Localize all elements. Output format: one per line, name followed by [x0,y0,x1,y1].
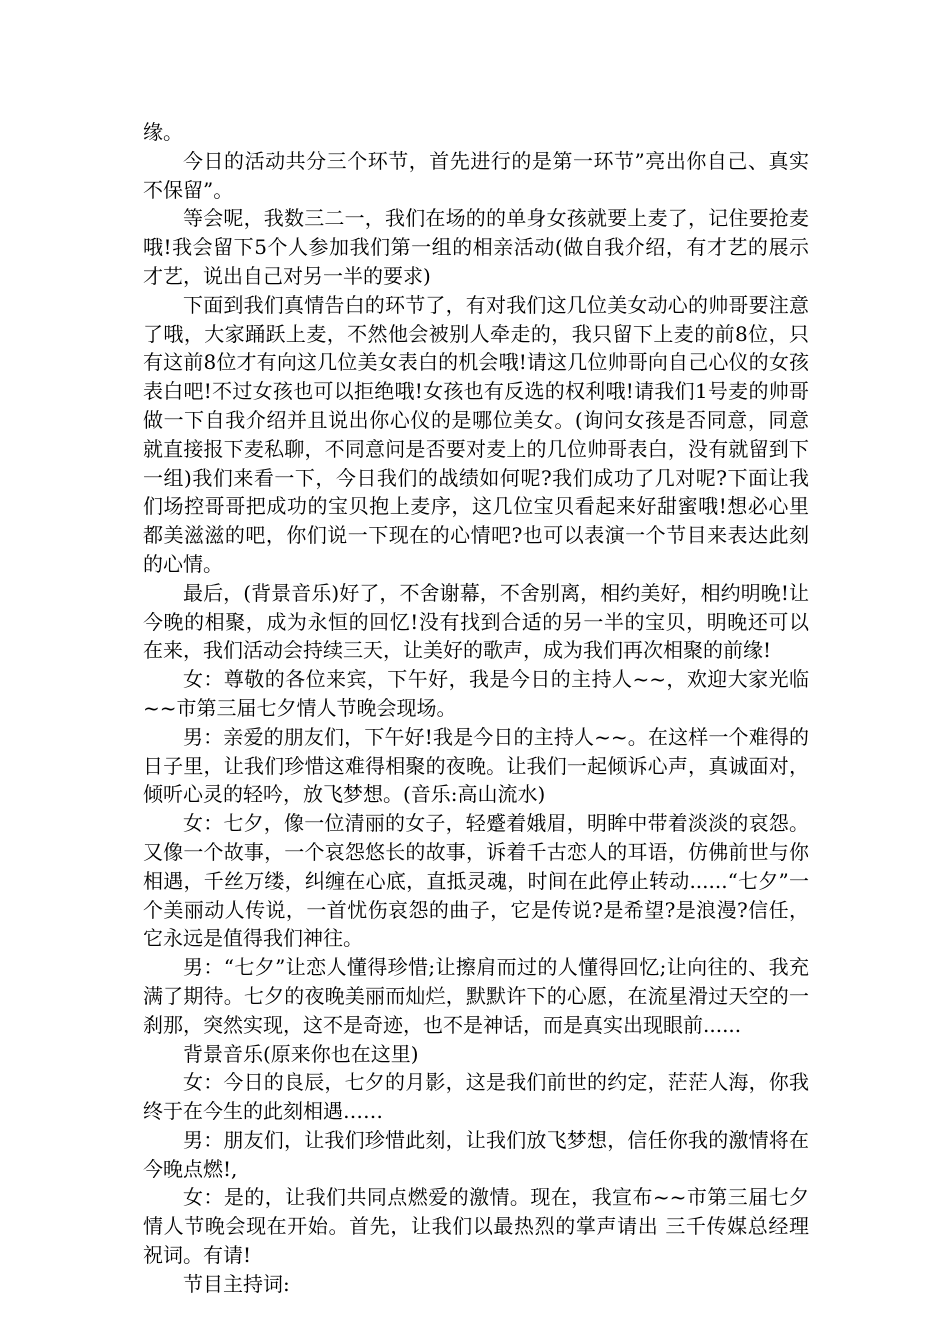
paragraph: 今日的活动共分三个环节，首先进行的是第一环节”亮出你自己、真实不保留”。 [143,148,809,202]
paragraph: 女：今日的良辰，七夕的月影，这是我们前世的约定，茫茫人海，你我终于在今生的此刻相遇…… [143,1070,809,1124]
paragraph: 背景音乐(原来你也在这里) [183,1041,419,1066]
paragraph: 下面到我们真情告白的环节了，有对我们这几位美女动心的帅哥要注意了哦，大家踊跃上麦，不然他会被别人牵走的，我只留下上麦的前8位，只有这前8位才有向这几位美女表白的机会哦!请这几位帅哥向自己心仪的女孩表白吧!不过女孩也可以拒绝哦!女孩也有反选的权利哦!请我们1号麦的帅哥做一下自我介绍并且说出你心仪的是哪位美女。(询问女孩是否同意，同意就直接报下麦私聊，不同意问是否要对麦上的几位帅哥表白，没有就留到下一组)我们来看一下，今日我们的战绩如何呢?我们成功了几对呢?下面让我们场控哥哥把成功的宝贝抱上麦序，这几位宝贝看起来好甜蜜哦!想必心里都美滋滋的吧，你们说一下现在的心情吧?也可以表演一个节目来表达此刻的心情。 [143,292,809,576]
paragraph: 女：是的，让我们共同点燃爱的激情。现在，我宣布~~市第三届七夕情人节晚会现在开始。首先，让我们以最热烈的掌声请出 三千传媒总经理 祝词。有请! [143,1185,809,1268]
paragraph: 男：亲爱的朋友们，下午好!我是今日的主持人~~。在这样一个难得的日子里，让我们珍惜这难得相聚的夜晚。让我们一起倾诉心声，真诚面对，倾听心灵的轻吟，放飞梦想。(音乐:高山流水) [143,724,809,807]
paragraph: 男：朋友们，让我们珍惜此刻，让我们放飞梦想，信任你我的激情将在今晚点燃!, [143,1127,809,1181]
paragraph: 缘。 [143,120,183,144]
paragraph: 女：尊敬的各位来宾，下午好，我是今日的主持人~~，欢迎大家光临~~市第三届七夕情人节晚会现场。 [143,667,809,720]
paragraph: 节目主持词: [183,1271,290,1296]
paragraph: 最后，(背景音乐)好了，不舍谢幕，不舍别离，相约美好，相约明晚!让今晚的相聚，成为永恒的回忆!没有找到合适的另一半的宝贝，明晚还可以在来，我们活动会持续三天，让美好的歌声，成为我们再次相聚的前缘! [143,580,809,663]
paragraph: 女：七夕，像一位清丽的女子，轻蹙着娥眉，明眸中带着淡淡的哀怨。又像一个故事，一个哀怨悠长的故事，诉着千古恋人的耳语，仿佛前世与你相遇，千丝万缕，纠缠在心底，直抵灵魂，时间在此停止转动......“七夕”一个美丽动人传说，一首忧伤哀怨的曲子，它是传说?是希望?是浪漫?信任，它永远是值得我们神往。 [143,811,809,951]
paragraph: 男：“七夕”让恋人懂得珍惜;让擦肩而过的人懂得回忆;让向往的、我充满了期待。七夕的夜晚美丽而灿烂，默默许下的心愿，在流星滑过天空的一刹那，突然实现，这不是奇迹，也不是神话，而是真实出现眼前...... [143,955,809,1037]
paragraph: 等会呢，我数三二一，我们在场的的单身女孩就要上麦了，记住要抢麦哦!我会留下5个人参加我们第一组的相亲活动(做自我介绍，有才艺的展示才艺，说出自己对另一半的要求) [143,206,809,288]
document-body [143,118,809,1299]
